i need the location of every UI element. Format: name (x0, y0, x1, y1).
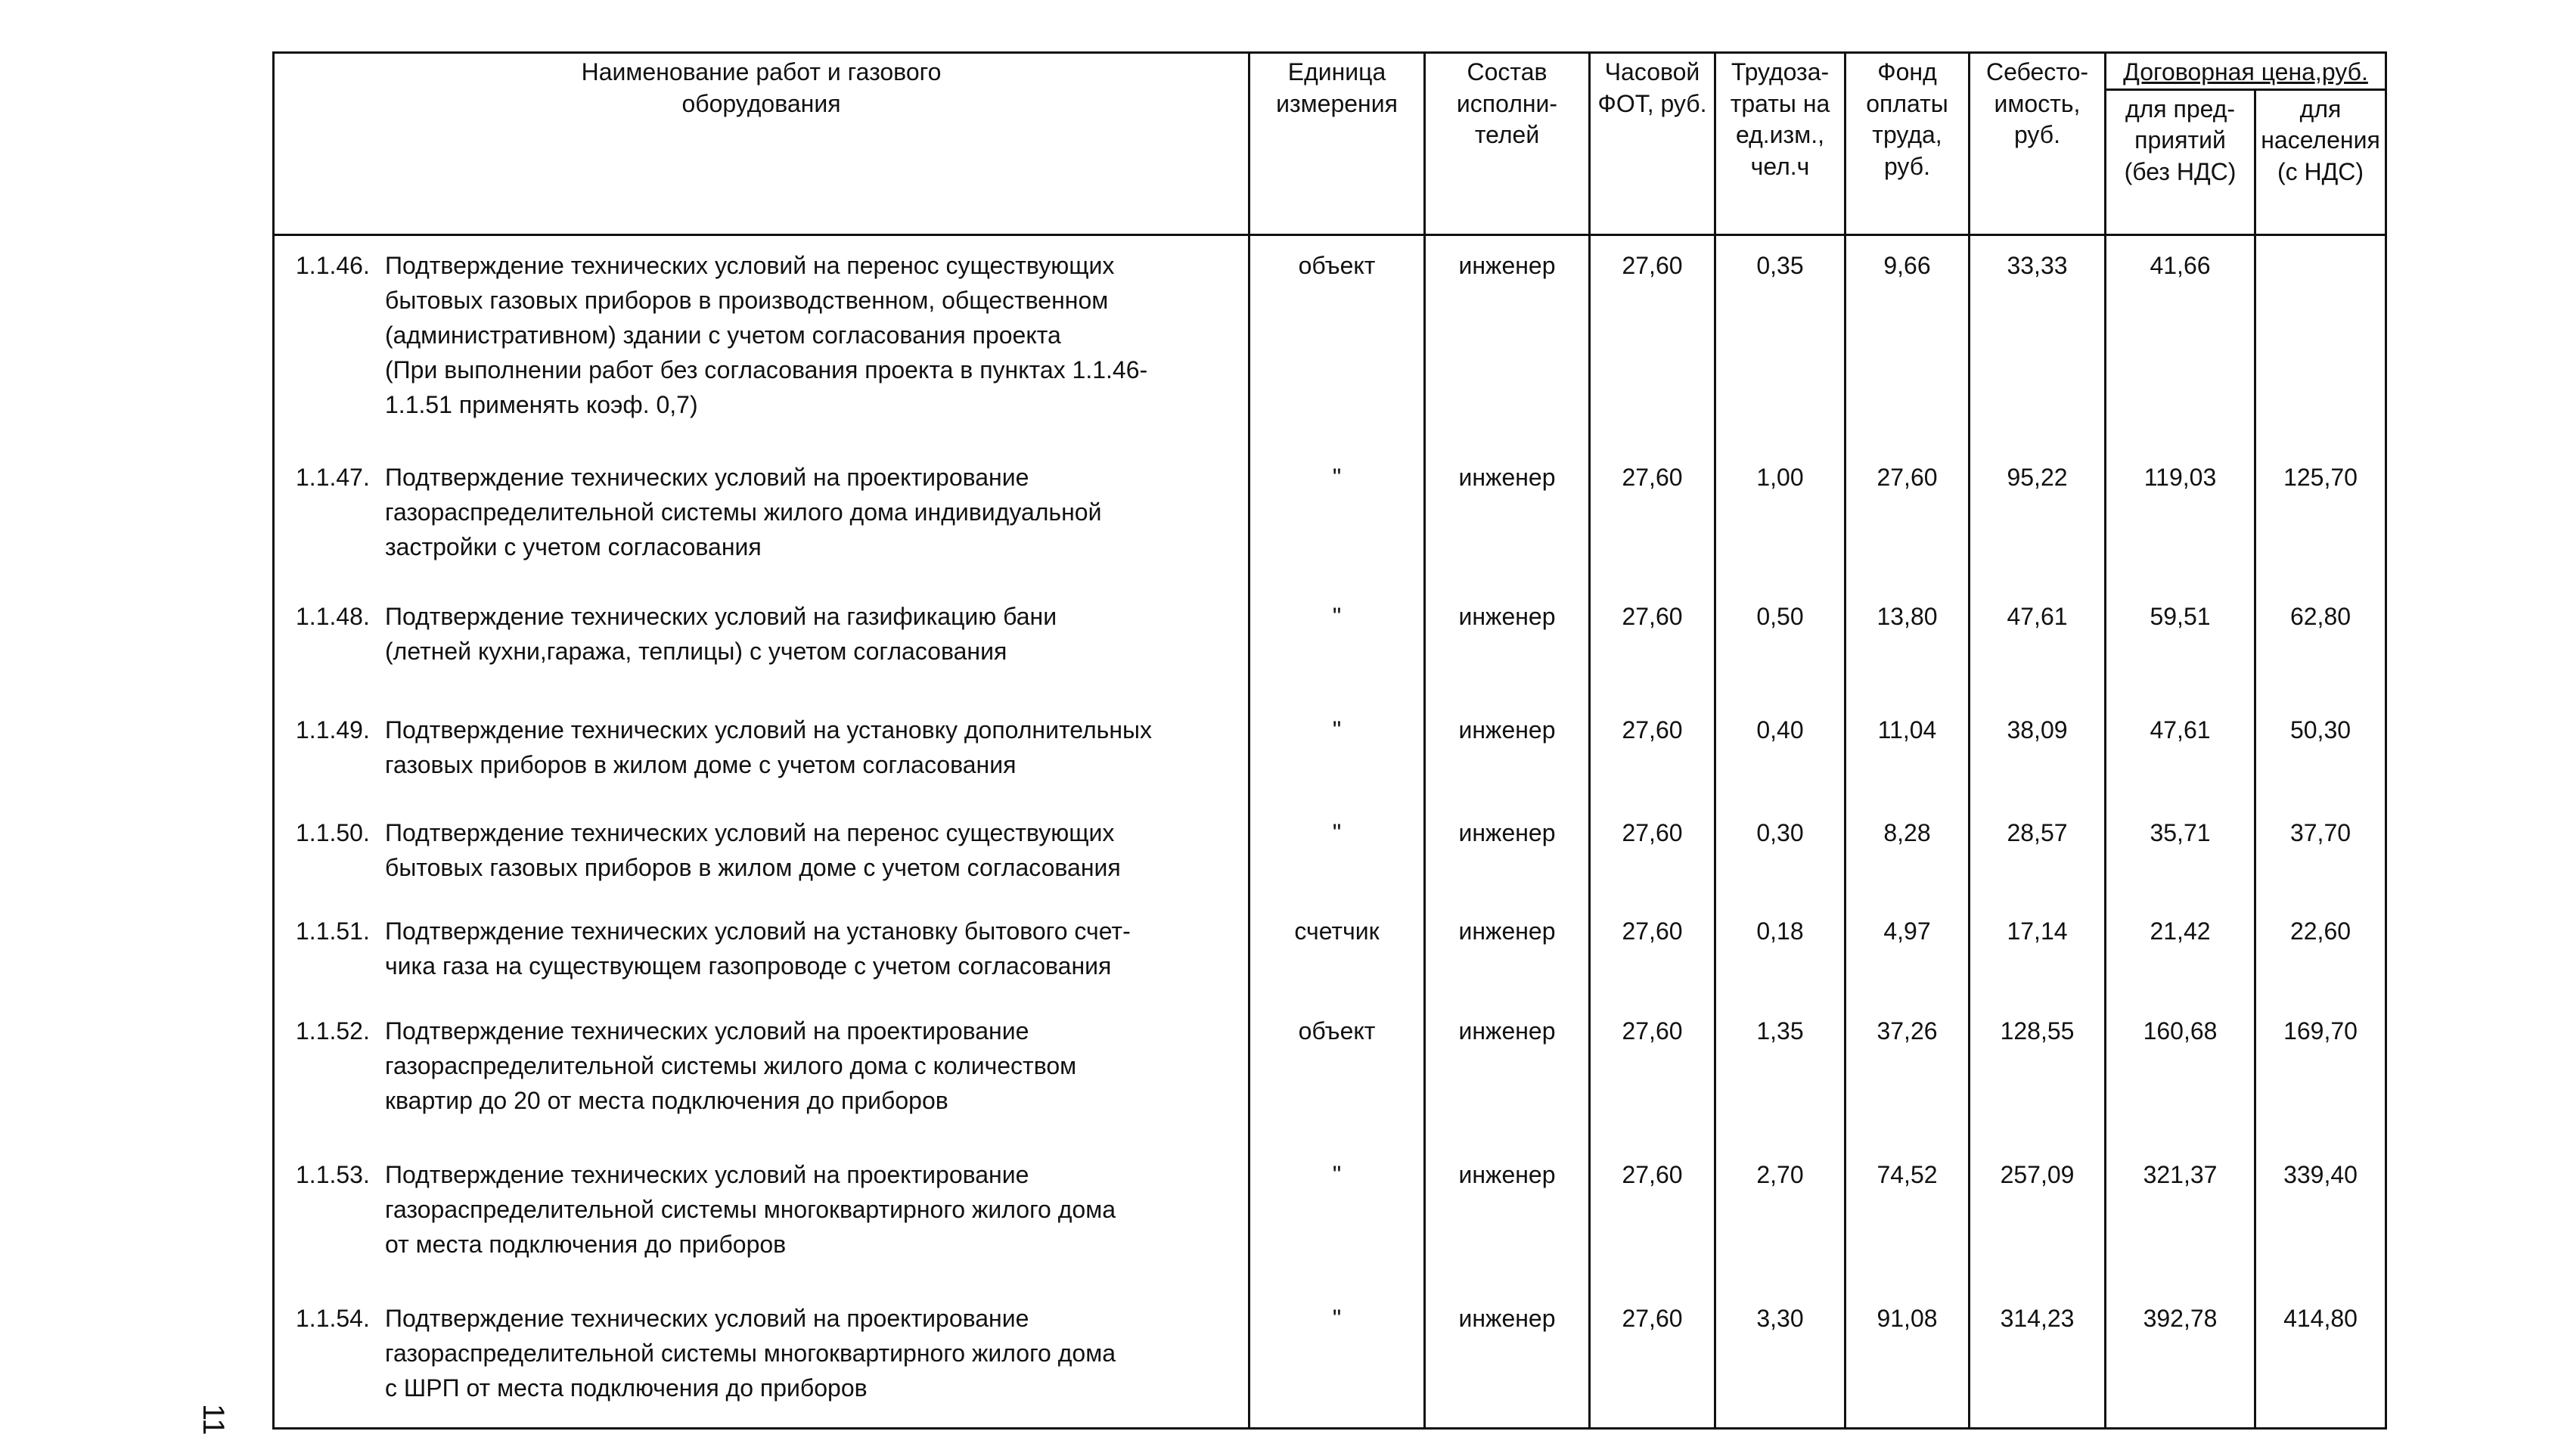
unit-cell: счетчик (1249, 902, 1425, 1001)
description-line (296, 599, 1240, 634)
description-line: газораспределительной системы многоквартирного жилого дома (385, 1196, 1116, 1224)
staff-cell: инженер (1425, 803, 1590, 902)
description-text: Подтверждение технических условий на проектирование (385, 1017, 1029, 1045)
description-line: бытовых газовых приборов в жилом доме с учетом согласования (385, 854, 1121, 882)
hourly-fot-cell: 27,60 (1590, 448, 1715, 587)
header-name: Наименование работ и газового оборудования (274, 53, 1249, 235)
description-line: от места подключения до приборов (385, 1231, 787, 1259)
description-line: (административном) здании с учетом согласования проекта (385, 321, 1061, 349)
description-line (296, 1301, 1240, 1336)
hourly-fot-cell: 27,60 (1590, 700, 1715, 803)
header-cost: Себесто- имость, руб. (1970, 53, 2106, 235)
header-for-enterprises: для пред- приятий (без НДС) (2106, 89, 2255, 234)
table-header (274, 53, 2386, 235)
item-number: 1.1.51. (296, 917, 370, 945)
header-contract-price: Договорная цена,руб. (2106, 53, 2386, 90)
description-line: газораспределительной системы жилого дома индивидуальной (385, 498, 1102, 526)
unit-cell: " (1249, 448, 1425, 587)
table-row (274, 902, 2386, 1001)
description-line: чика газа на существующем газопроводе с учетом согласования (385, 952, 1112, 980)
price-enterprises-cell: 41,66 (2106, 234, 2255, 448)
table-row (274, 700, 2386, 803)
wage-fund-cell: 74,52 (1845, 1145, 1970, 1289)
hourly-fot-cell: 27,60 (1590, 587, 1715, 700)
price-enterprises-cell: 21,42 (2106, 902, 2255, 1001)
hourly-fot-cell: 27,60 (1590, 1289, 1715, 1428)
price-population-cell: 125,70 (2255, 448, 2386, 587)
work-description (274, 1289, 1249, 1428)
description-text: Подтверждение технических условий на установку дополнительных (385, 716, 1153, 744)
unit-cell: объект (1249, 1001, 1425, 1145)
description-text: Подтверждение технических условий на проектирование (385, 1305, 1029, 1333)
price-enterprises-cell: 47,61 (2106, 700, 2255, 803)
header-unit: Единица измерения (1249, 53, 1425, 235)
table-row (274, 1001, 2386, 1145)
hourly-fot-cell: 27,60 (1590, 902, 1715, 1001)
price-population-cell: 169,70 (2255, 1001, 2386, 1145)
labor-cell: 0,40 (1715, 700, 1845, 803)
wage-fund-cell: 91,08 (1845, 1289, 1970, 1428)
price-enterprises-cell: 35,71 (2106, 803, 2255, 902)
staff-cell: инженер (1425, 902, 1590, 1001)
description-line: (При выполнении работ без согласования проекта в пунктах 1.1.46- (385, 355, 1148, 383)
wage-fund-cell: 4,97 (1845, 902, 1970, 1001)
table-row (274, 803, 2386, 902)
work-description (274, 1001, 1249, 1145)
labor-cell: 0,35 (1715, 234, 1845, 448)
description-text: Подтверждение технических условий на перенос существующих (385, 251, 1115, 279)
labor-cell: 1,35 (1715, 1001, 1845, 1145)
wage-fund-cell: 37,26 (1845, 1001, 1970, 1145)
table-body (274, 234, 2386, 1428)
price-population-cell: 22,60 (2255, 902, 2386, 1001)
description-line: газораспределительной системы жилого дома с количеством (385, 1052, 1077, 1080)
cost-cell: 28,57 (1970, 803, 2106, 902)
table-row (274, 1145, 2386, 1289)
description-line (296, 914, 1240, 948)
unit-cell: " (1249, 1145, 1425, 1289)
description-line: 1.1.51 применять коэф. 0,7) (385, 390, 698, 418)
cost-cell: 17,14 (1970, 902, 2106, 1001)
hourly-fot-cell: 27,60 (1590, 1145, 1715, 1289)
description-line: квартир до 20 от места подключения до приборов (385, 1087, 948, 1115)
price-population-cell: 339,40 (2255, 1145, 2386, 1289)
staff-cell: инженер (1425, 448, 1590, 587)
work-description (274, 1145, 1249, 1289)
description-text: Подтверждение технических условий на газификацию бани (385, 603, 1057, 631)
table-row (274, 234, 2386, 448)
wage-fund-cell: 27,60 (1845, 448, 1970, 587)
labor-cell: 0,18 (1715, 902, 1845, 1001)
description-line: (летней кухни,гаража, теплицы) с учетом согласования (385, 638, 1007, 666)
header-labor: Трудоза- траты на ед.изм., чел.ч (1715, 53, 1845, 235)
item-number: 1.1.48. (296, 603, 370, 631)
work-description (274, 902, 1249, 1001)
price-enterprises-cell: 392,78 (2106, 1289, 2255, 1428)
cost-cell: 38,09 (1970, 700, 2106, 803)
page-number: 11 (197, 1404, 230, 1436)
description-line (296, 1014, 1240, 1048)
price-population-cell: 37,70 (2255, 803, 2386, 902)
wage-fund-cell: 8,28 (1845, 803, 1970, 902)
labor-cell: 3,30 (1715, 1289, 1845, 1428)
labor-cell: 1,00 (1715, 448, 1845, 587)
hourly-fot-cell: 27,60 (1590, 1001, 1715, 1145)
header-wage-fund: Фонд оплаты труда, руб. (1845, 53, 1970, 235)
description-line (296, 248, 1240, 283)
staff-cell: инженер (1425, 1145, 1590, 1289)
wage-fund-cell: 13,80 (1845, 587, 1970, 700)
price-population-cell: 50,30 (2255, 700, 2386, 803)
table-row (274, 448, 2386, 587)
price-population-cell: 414,80 (2255, 1289, 2386, 1428)
price-enterprises-cell: 321,37 (2106, 1145, 2255, 1289)
description-line (296, 712, 1240, 747)
unit-cell: объект (1249, 234, 1425, 448)
description-line (296, 815, 1240, 850)
cost-cell: 128,55 (1970, 1001, 2106, 1145)
price-enterprises-cell: 160,68 (2106, 1001, 2255, 1145)
item-number: 1.1.47. (296, 464, 370, 492)
work-description (274, 448, 1249, 587)
hourly-fot-cell: 27,60 (1590, 234, 1715, 448)
unit-cell: " (1249, 587, 1425, 700)
description-line (296, 1157, 1240, 1192)
price-enterprises-cell: 59,51 (2106, 587, 2255, 700)
work-description (274, 587, 1249, 700)
work-description (274, 803, 1249, 902)
description-line: газораспределительной системы многоквартирного жилого дома (385, 1340, 1116, 1368)
price-enterprises-cell: 119,03 (2106, 448, 2255, 587)
description-line (296, 460, 1240, 495)
work-description (274, 700, 1249, 803)
description-line: газовых приборов в жилом доме с учетом согласования (385, 751, 1017, 779)
cost-cell: 257,09 (1970, 1145, 2106, 1289)
description-line: застройки с учетом согласования (385, 533, 762, 561)
description-text: Подтверждение технических условий на установку бытового счет- (385, 917, 1131, 945)
unit-cell: " (1249, 700, 1425, 803)
header-staff: Состав исполни- телей (1425, 53, 1590, 235)
description-text: Подтверждение технических условий на проектирование (385, 464, 1029, 492)
price-table (272, 51, 2387, 1430)
wage-fund-cell: 11,04 (1845, 700, 1970, 803)
description-text: Подтверждение технических условий на проектирование (385, 1161, 1029, 1189)
staff-cell: инженер (1425, 1289, 1590, 1428)
cost-cell: 314,23 (1970, 1289, 2106, 1428)
item-number: 1.1.53. (296, 1161, 370, 1189)
staff-cell: инженер (1425, 234, 1590, 448)
header-for-population: для населения (с НДС) (2255, 89, 2386, 234)
table-row (274, 1289, 2386, 1428)
cost-cell: 47,61 (1970, 587, 2106, 700)
labor-cell: 0,50 (1715, 587, 1845, 700)
item-number: 1.1.46. (296, 251, 370, 279)
work-description (274, 234, 1249, 448)
description-line: бытовых газовых приборов в производственном, общественном (385, 286, 1109, 314)
unit-cell: " (1249, 803, 1425, 902)
price-population-cell (2255, 234, 2386, 448)
item-number: 1.1.49. (296, 716, 370, 744)
unit-cell: " (1249, 1289, 1425, 1428)
labor-cell: 2,70 (1715, 1145, 1845, 1289)
staff-cell: инженер (1425, 587, 1590, 700)
item-number: 1.1.50. (296, 819, 370, 847)
cost-cell: 95,22 (1970, 448, 2106, 587)
cost-cell: 33,33 (1970, 234, 2106, 448)
item-number: 1.1.54. (296, 1305, 370, 1333)
description-text: Подтверждение технических условий на перенос существующих (385, 819, 1115, 847)
header-hourly-fot: Часовой ФОТ, руб. (1590, 53, 1715, 235)
staff-cell: инженер (1425, 700, 1590, 803)
labor-cell: 0,30 (1715, 803, 1845, 902)
table-row (274, 587, 2386, 700)
item-number: 1.1.52. (296, 1017, 370, 1045)
hourly-fot-cell: 27,60 (1590, 803, 1715, 902)
price-population-cell: 62,80 (2255, 587, 2386, 700)
staff-cell: инженер (1425, 1001, 1590, 1145)
wage-fund-cell: 9,66 (1845, 234, 1970, 448)
description-line: с ШРП от места подключения до приборов (385, 1374, 868, 1402)
